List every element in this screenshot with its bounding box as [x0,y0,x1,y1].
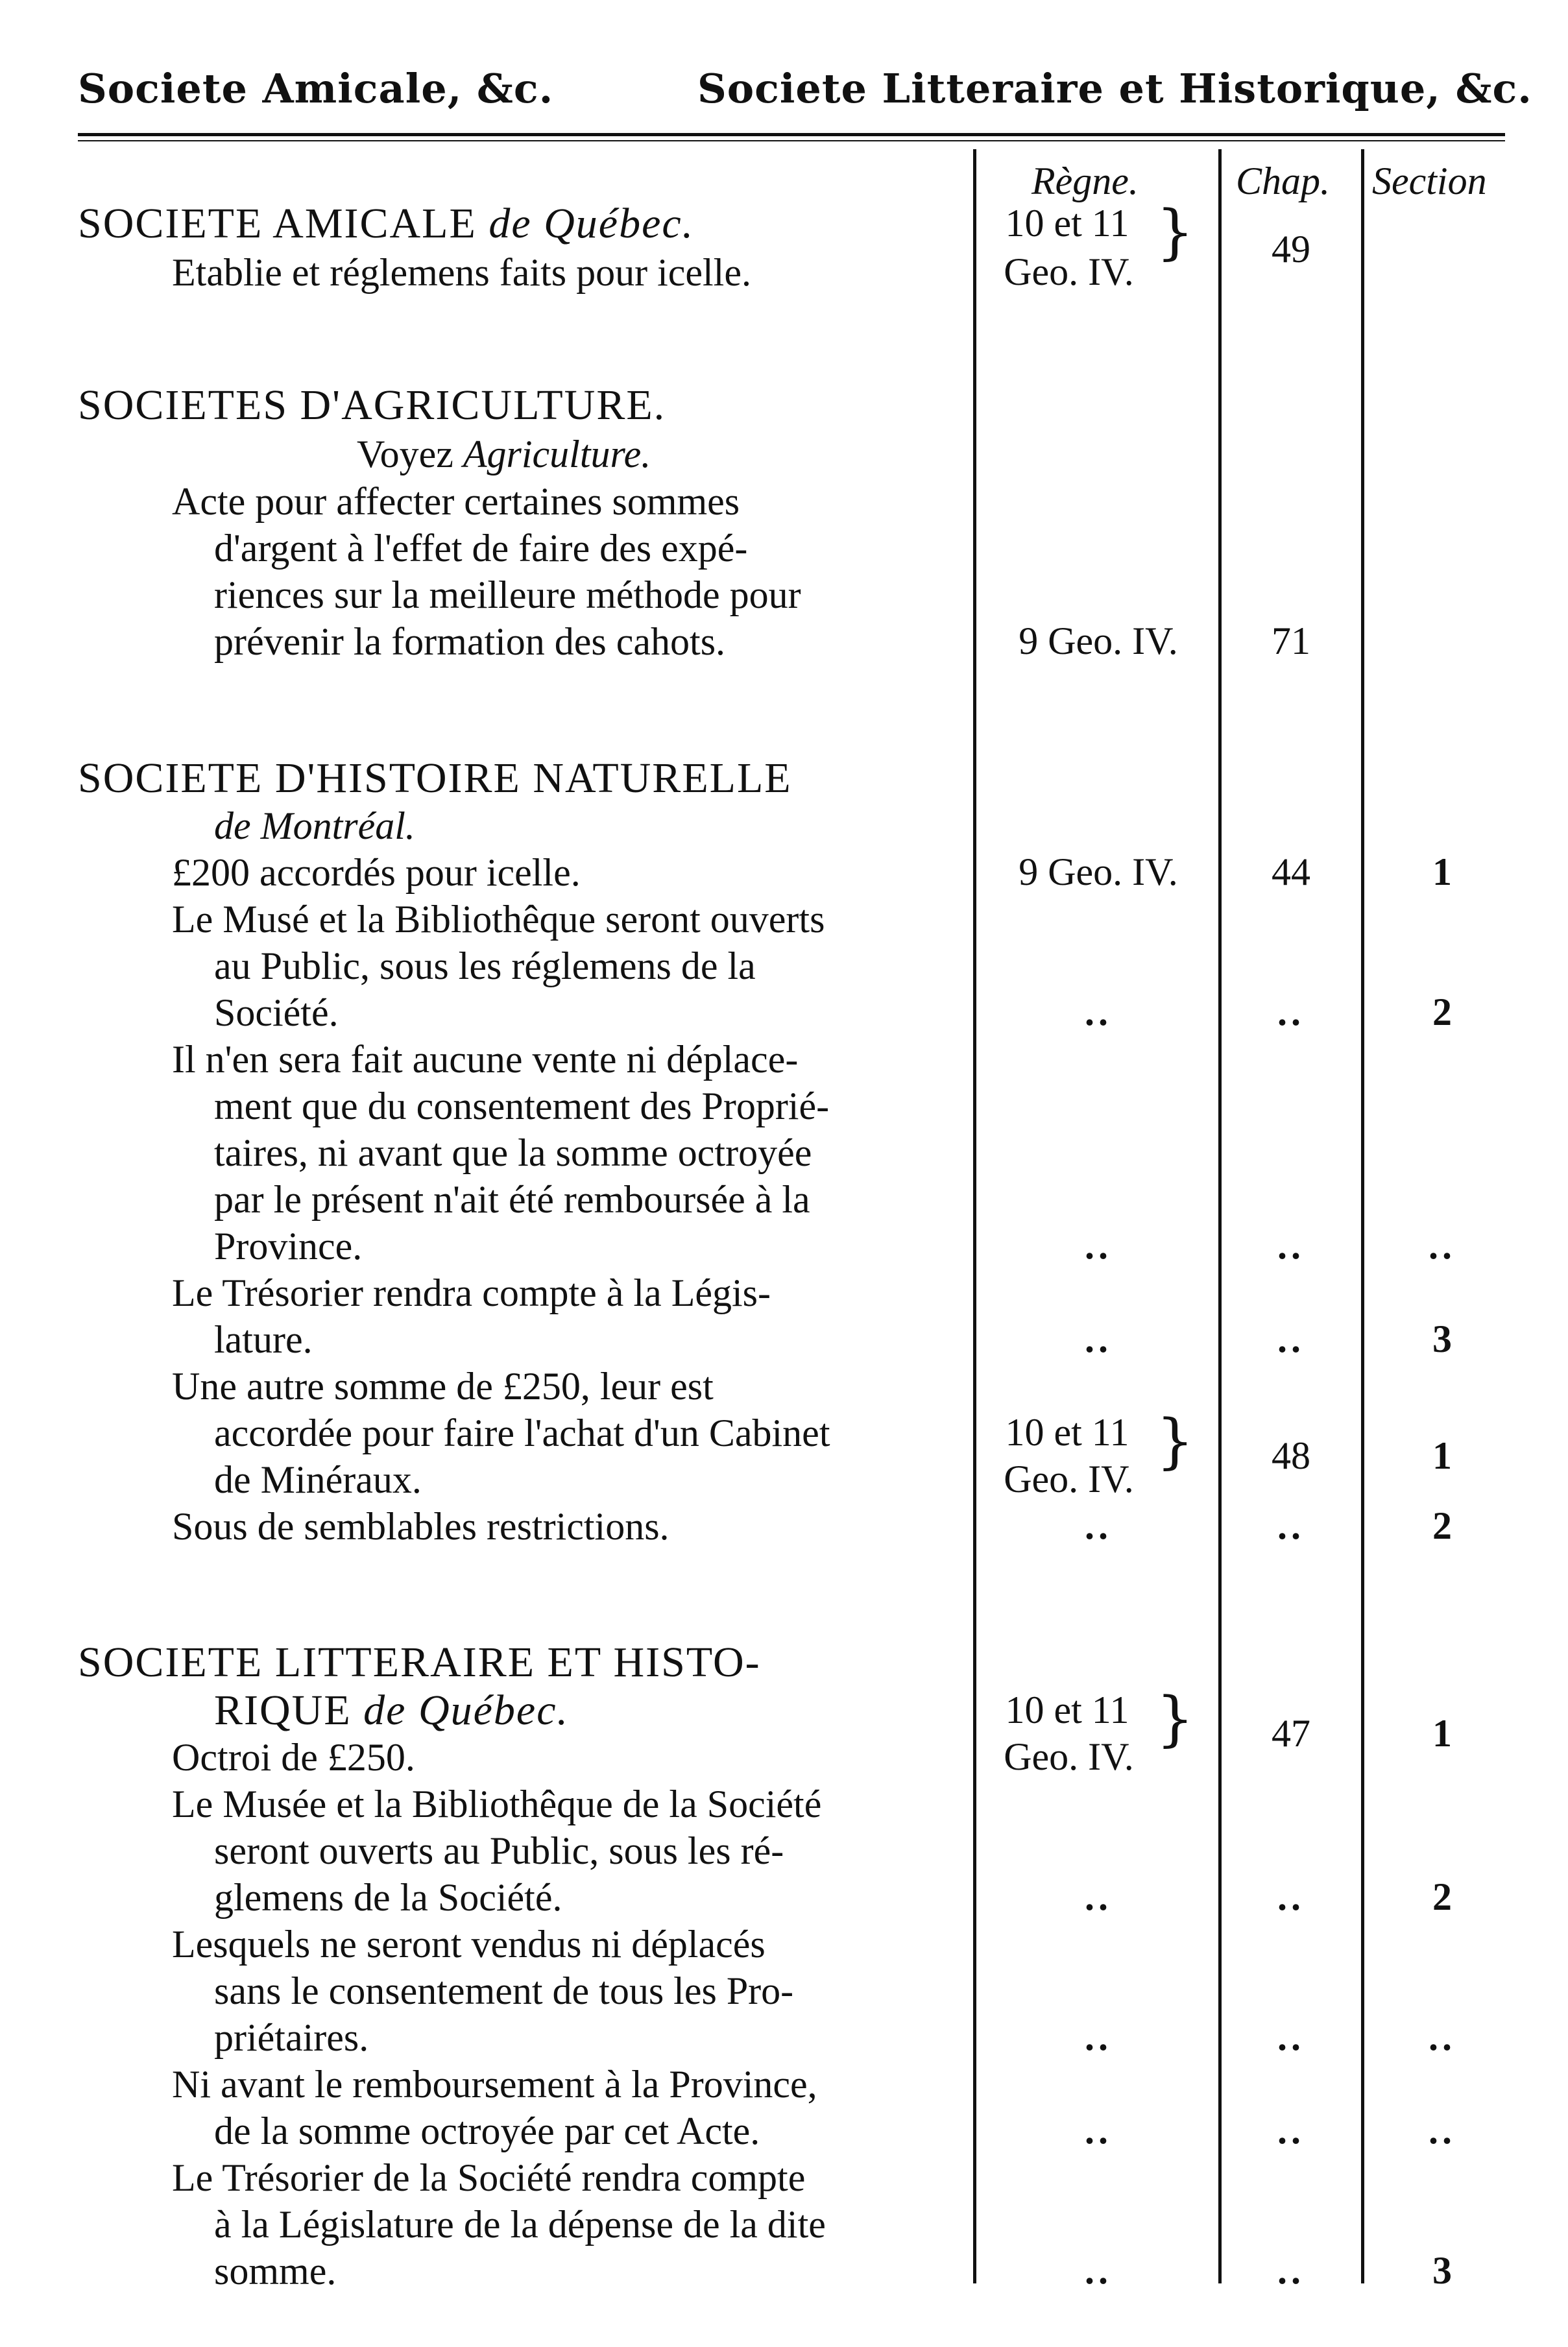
section-cell: 2 [1432,991,1452,1033]
entry-line: glemens de la Société. [214,1876,562,1919]
entry-line: taires, ni avant que la somme octroyée [214,1131,812,1174]
entry-line: Le Musé et la Bibliothêque seront ouverts [172,898,825,941]
section-cell: 1 [1432,1434,1452,1477]
entry-line: Le Trésorier de la Société rendra compte [172,2156,806,2199]
header-rule-thick [78,133,1505,136]
regne-cell: 9 Geo. IV. [1019,620,1178,662]
section-cell: 3 [1432,2249,1452,2292]
entry-line: somme. [214,2250,337,2293]
entry-line: au Public, sous les réglemens de la [214,945,756,987]
entry-line: accordée pour faire l'achat d'un Cabinet [214,1412,830,1454]
entry-line: Le Musée et la Bibliothêque de la Société [172,1783,822,1825]
entry-line: ment que du consentement des Proprié- [214,1085,830,1127]
ditto-mark: .. [1429,1224,1456,1267]
ditto-mark: .. [1277,1318,1305,1360]
running-header-right: Societe Litteraire et Historique, &c. [697,65,1532,112]
header-rule-thin [78,140,1505,141]
regne-cell: 9 Geo. IV. [1019,850,1178,893]
entry-line: d'argent à l'effet de faire des expé- [214,527,748,570]
running-header-left: Societe Amicale, &c. [78,65,554,112]
voyez-text: Voyez [357,433,453,475]
column-header-chap: Chap. [1236,160,1331,202]
entry-title-italic-text: de Montréal. [214,804,415,847]
entry-title-agriculture: SOCIETES D'AGRICULTURE. [78,381,666,429]
ditto-mark: .. [1085,2016,1112,2058]
column-header-regne: Règne. [1031,160,1139,202]
regne-cell: 10 et 11 [1005,202,1129,245]
entry-line: par le présent n'ait été remboursée à la [214,1178,810,1221]
brace-icon: } [1156,1684,1194,1753]
ditto-mark: .. [1277,1224,1305,1267]
entry-line: Province. [214,1225,363,1268]
ditto-mark: .. [1429,2016,1456,2058]
entry-title-litteraire-cont [214,1688,569,1733]
brace-icon: } [1156,197,1194,267]
entry-line: priétaires. [214,2016,369,2059]
brace-icon: } [1156,1406,1194,1476]
ditto-mark: .. [1085,1504,1112,1547]
entry-line: Acte pour affecter certaines sommes [172,480,740,523]
chap-cell: 47 [1272,1712,1310,1755]
entry-title-italic: de Québec. [488,200,695,247]
entry-line: £200 accordés pour icelle. [172,851,581,894]
entry-title-amicale [78,201,694,247]
ditto-mark: .. [1085,1875,1112,1918]
column-header-section: Section [1372,160,1487,202]
ditto-mark: .. [1277,2109,1305,2152]
regne-cell: 10 et 11 [1005,1689,1129,1731]
column-rule-chap [1218,149,1222,2283]
entry-line: Une autre somme de £250, leur est [172,1365,714,1408]
entry-line: de la somme octroyée par cet Acte. [214,2110,760,2152]
entry-title-text: RIQUE [214,1687,352,1734]
section-cell: 1 [1432,1712,1452,1755]
entry-line: Octroi de £250. [172,1736,415,1779]
regne-cell: Geo. IV. [1004,250,1134,293]
entry-title-histoire: SOCIETE D'HISTOIRE NATURELLE [78,754,792,802]
ditto-mark: .. [1277,1875,1305,1918]
column-rule-regne [973,149,976,2283]
entry-line: Sous de semblables restrictions. [172,1505,669,1548]
entry-line: sans le consentement de tous les Pro- [214,1969,794,2012]
entry-line: Il n'en sera fait aucune vente ni déplace- [172,1038,799,1081]
entry-title-italic [214,803,415,849]
ditto-mark: .. [1277,2016,1305,2058]
regne-cell: 10 et 11 [1005,1411,1129,1454]
entry-line: riences sur la meilleure méthode pour [214,573,801,616]
ditto-mark: .. [1277,2249,1305,2292]
section-cell: 1 [1432,850,1452,893]
voyez-target: Agriculture. [463,433,651,475]
section-cell: 3 [1432,1318,1452,1360]
entry-line: Société. [214,991,339,1034]
entry-line: Ni avant le remboursement à la Province, [172,2063,817,2106]
entry-line: Le Trésorier rendra compte à la Légis- [172,1271,771,1314]
regne-cell: Geo. IV. [1004,1458,1134,1500]
ditto-mark: .. [1429,2109,1456,2152]
chap-cell: 48 [1272,1434,1310,1477]
ditto-mark: .. [1085,2109,1112,2152]
ditto-mark: .. [1085,1318,1112,1360]
column-rule-section [1361,149,1364,2283]
ditto-mark: .. [1085,991,1112,1033]
ditto-mark: .. [1085,2249,1112,2292]
entry-line: prévenir la formation des cahots. [214,620,726,663]
ditto-mark: .. [1277,1504,1305,1547]
entry-line: à la Législature de la dépense de la dite [214,2203,826,2246]
entry-line: Lesquels ne seront vendus ni déplacés [172,1923,766,1966]
entry-line: seront ouverts au Public, sous les ré- [214,1829,784,1872]
ditto-mark: .. [1277,991,1305,1033]
entry-line: lature. [214,1318,313,1361]
regne-cell: Geo. IV. [1004,1735,1134,1778]
chap-cell: 44 [1272,850,1310,893]
section-cell: 2 [1432,1875,1452,1918]
ditto-mark: .. [1085,1224,1112,1267]
chap-cell: 49 [1272,228,1310,271]
chap-cell: 71 [1272,620,1310,662]
entry-title-text: SOCIETE AMICALE [78,200,477,247]
voyez-line [357,431,651,477]
entry-title-italic: de Québec. [363,1687,569,1734]
entry-line: Etablie et réglemens faits pour icelle. [172,251,751,294]
section-cell: 2 [1432,1504,1452,1547]
entry-title-litteraire: SOCIETE LITTERAIRE ET HISTO- [78,1639,761,1686]
entry-line: de Minéraux. [214,1458,422,1501]
